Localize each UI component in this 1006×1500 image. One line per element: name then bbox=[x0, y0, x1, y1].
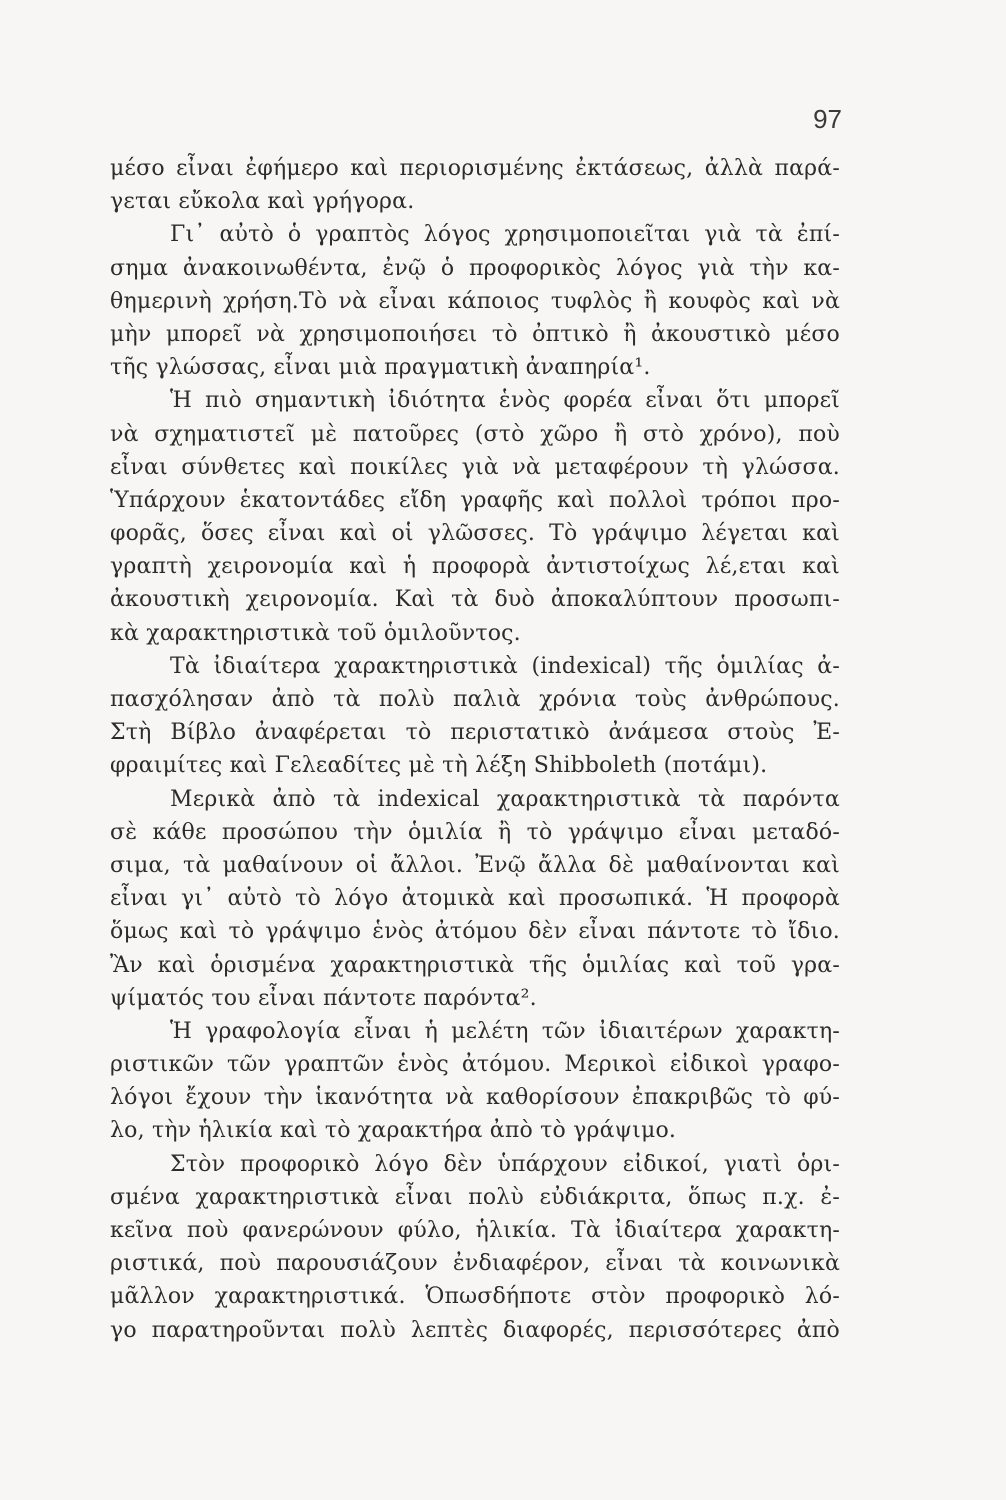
page-number: 97 bbox=[813, 104, 842, 134]
text-line: Γι᾽ αὐτὸ ὁ γραπτὸς λόγος χρησιμοποιεῖται γιὰ τὰ ἐπί- bbox=[170, 222, 840, 248]
text-line: σημα ἀνακοινωθέντα, ἐνῷ ὁ προφορικὸς λόγος γιὰ τὴν κα- bbox=[110, 255, 840, 281]
text-line: Μερικὰ ἀπὸ τὰ indexical χαρακτηριστικὰ τὰ παρόντα bbox=[170, 786, 840, 812]
text-line: ἀκουστικὴ χειρονομία. Καὶ τὰ δυὸ ἀποκαλύπτουν προσωπι- bbox=[110, 587, 840, 613]
text-line: ριστικά, ποὺ παρουσιάζουν ἐνδιαφέρον, εἶναι τὰ κοινωνικὰ bbox=[110, 1251, 840, 1277]
text-line: σμένα χαρακτηριστικὰ εἶναι πολὺ εὐδιάκριτα, ὅπως π.χ. ἐ- bbox=[110, 1184, 840, 1210]
text-line: κὰ χαρακτηριστικὰ τοῦ ὁμιλοῦντος. bbox=[110, 620, 521, 646]
text-line: Ἂν καὶ ὁρισμένα χαρακτηριστικὰ τῆς ὁμιλίας καὶ τοῦ γρα- bbox=[110, 952, 840, 978]
text-line: γεται εὔκολα καὶ γρήγορα. bbox=[110, 189, 415, 215]
text-line: γο παρατηροῦνται πολὺ λεπτὲς διαφορές, περισσότερες ἀπὸ bbox=[110, 1317, 840, 1343]
text-line: λόγοι ἔχουν τὴν ἱκανότητα νὰ καθορίσουν ἐπακριβῶς τὸ φύ- bbox=[110, 1085, 840, 1111]
text-line: εἶναι γι᾽ αὐτὸ τὸ λόγο ἀτομικὰ καὶ προσωπικά. Ἡ προφορὰ bbox=[110, 886, 840, 912]
text-line: μὴν μπορεῖ νὰ χρησιμοποιήσει τὸ ὀπτικὸ ἢ ἀκουστικὸ μέσο bbox=[110, 321, 840, 347]
text-line: τῆς γλώσσας, εἶναι μιὰ πραγματικὴ ἀναπηρία¹. bbox=[110, 355, 651, 381]
text-line: θημερινὴ χρήση.Τὸ νὰ εἶναι κάποιος τυφλὸς ἢ κουφὸς καὶ νὰ bbox=[110, 288, 840, 314]
text-line: νὰ σχηματιστεῖ μὲ πατοῦρες (στὸ χῶρο ἢ στὸ χρόνο), ποὺ bbox=[110, 421, 840, 447]
text-line: φραιμίτες καὶ Γελεαδίτες μὲ τὴ λέξη Shibboleth (ποτάμι). bbox=[110, 753, 768, 779]
text-line: σιμα, τὰ μαθαίνουν οἱ ἄλλοι. Ἐνῷ ἄλλα δὲ μαθαίνονται καὶ bbox=[110, 852, 840, 878]
text-line: κεῖνα ποὺ φανερώνουν φύλο, ἡλικία. Τὰ ἰδιαίτερα χαρακτη- bbox=[110, 1218, 840, 1243]
text-line: μᾶλλον χαρακτηριστικά. Ὁπωσδήποτε στὸν προφορικὸ λό- bbox=[110, 1284, 840, 1310]
text-line: Ἡ γραφολογία εἶναι ἡ μελέτη τῶν ἰδιαιτέρων χαρακτη- bbox=[170, 1018, 840, 1044]
text-line: πασχόλησαν ἀπὸ τὰ πολὺ παλιὰ χρόνια τοὺς ἀνθρώπους. bbox=[110, 687, 840, 712]
text-line: λο, τὴν ἡλικία καὶ τὸ χαρακτήρα ἀπὸ τὸ γράψιμο. bbox=[110, 1118, 677, 1144]
text-line: εἶναι σύνθετες καὶ ποικίλες γιὰ νὰ μεταφέρουν τὴ γλώσσα. bbox=[110, 454, 840, 480]
body-text bbox=[110, 152, 840, 1347]
text-line: Τὰ ἰδιαίτερα χαρακτηριστικὰ (indexical) τῆς ὁμιλίας ἀ- bbox=[170, 653, 840, 679]
text-line: Ἡ πιὸ σημαντικὴ ἰδιότητα ἑνὸς φορέα εἶναι ὅτι μπορεῖ bbox=[170, 388, 840, 414]
text-line: Ὑπάρχουν ἑκατοντάδες εἴδη γραφῆς καὶ πολλοὶ τρόποι προ- bbox=[110, 487, 840, 513]
text-line: μέσο εἶναι ἐφήμερο καὶ περιορισμένης ἐκτάσεως, ἀλλὰ παρά- bbox=[110, 156, 840, 181]
text-line: ψίματός του εἶναι πάντοτε παρόντα². bbox=[110, 985, 537, 1011]
text-line: Στὴ Βίβλο ἀναφέρεται τὸ περιστατικὸ ἀνάμεσα στοὺς Ἐ- bbox=[110, 720, 840, 746]
text-line: ὅμως καὶ τὸ γράψιμο ἑνὸς ἀτόμου δὲν εἶναι πάντοτε τὸ ἴδιο. bbox=[110, 919, 840, 945]
text-line: Στὸν προφορικὸ λόγο δὲν ὑπάρχουν εἰδικοί, γιατὶ ὁρι- bbox=[170, 1151, 840, 1177]
text-line: γραπτὴ χειρονομία καὶ ἡ προφορὰ ἀντιστοίχως λέ,εται καὶ bbox=[110, 554, 840, 580]
text-line: σὲ κάθε προσώπου τὴν ὁμιλία ἢ τὸ γράψιμο εἶναι μεταδό- bbox=[110, 819, 840, 845]
text-line: ριστικῶν τῶν γραπτῶν ἑνὸς ἀτόμου. Μερικοὶ εἰδικοὶ γραφο- bbox=[110, 1052, 840, 1078]
text-line: φορᾶς, ὅσες εἶναι καὶ οἱ γλῶσσες. Τὸ γράψιμο λέγεται καὶ bbox=[110, 521, 840, 547]
